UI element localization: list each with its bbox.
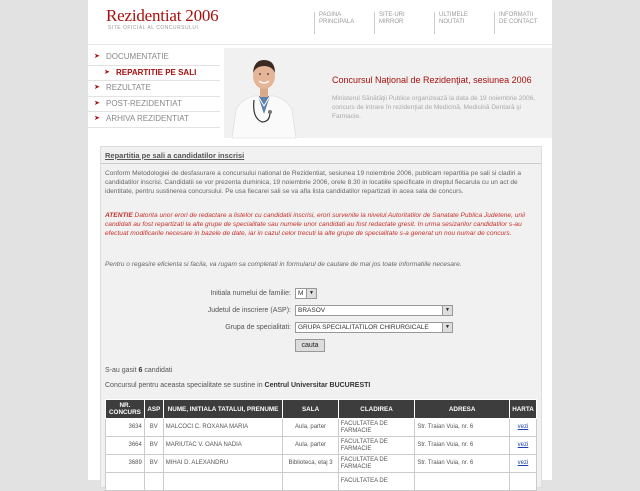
initial-label: Initiala numelui de familie:	[210, 290, 291, 297]
column-header-asp: ASP	[144, 400, 163, 419]
nav-label-line1: ULTIMELE	[439, 12, 468, 18]
exam-location-name: Centrul Universitar BUCURESTI	[264, 382, 371, 389]
cell-adresa	[415, 473, 510, 491]
cell-harta	[509, 419, 536, 437]
cell-cladirea: FACULTATEA DE	[338, 473, 415, 491]
cell-harta	[509, 437, 536, 455]
cell-adresa: Str. Traian Vuia, nr. 6	[415, 419, 510, 437]
banner	[224, 48, 552, 138]
search-button[interactable]: cauta	[295, 339, 325, 352]
cell-adresa: Str. Traian Vuia, nr. 6	[415, 437, 510, 455]
results-prefix: S-au gasit	[105, 367, 139, 374]
cell-nume	[163, 473, 283, 491]
chevron-down-icon: ▼	[442, 323, 452, 332]
grupa-select-value: GRUPA SPECIALITATILOR CHIRURGICALE	[298, 324, 429, 331]
instruction-paragraph: Pentru o regasire eficienta si facila, va rugam sa completati in formularul de cautare de mai jos toate informatiile necesare.	[105, 261, 462, 268]
cell-sala	[283, 473, 338, 491]
site-logo-subtitle: SITE OFICIAL AL CONCURSULUI	[108, 25, 199, 31]
arrow-right-icon: ➤	[94, 84, 100, 91]
cell-nr-concurs: 3664	[106, 437, 145, 455]
cell-cladirea: FACULTATEA DE FARMACIE	[338, 455, 415, 473]
intro-paragraph: Conform Metodologiei de desfasurare a concursului national de Rezidentiat, sesiunea 19 noiembrie 2006, publicam repartitia pe sali si cladiri a candidatilor inscrisi. Candidatii se vor prezenta duminica, 19 noiembrie 2006, orele 8.30 in locatiile specificate in dreptul fiecarula cu un act de identitate, pentru sustinerea concursului. Pe usa fiecarei sali se va afla lista candidatilor repartizati in acea sala de concurs.	[105, 170, 522, 195]
results-number: 6	[138, 367, 143, 374]
nav-label-line2: MIRROR	[379, 19, 404, 25]
cell-sala: Aula, parter	[283, 437, 338, 455]
cell-asp	[144, 473, 163, 491]
menu-item-label: REZULTATE	[106, 83, 151, 92]
judet-select[interactable]	[295, 305, 453, 316]
cell-asp: BV	[144, 455, 163, 473]
initial-select-value: M	[298, 290, 304, 297]
cell-nume: MALCOCI C. ROXANA MARIA	[163, 419, 283, 437]
column-header-sala: SALA	[283, 400, 338, 419]
cell-nr-concurs	[106, 473, 145, 491]
cell-sala: Aula, parter	[283, 419, 338, 437]
cell-asp: BV	[144, 437, 163, 455]
menu-item-label: POST-REZIDENTIAT	[106, 98, 182, 108]
results-table	[105, 399, 537, 491]
table-row	[106, 473, 537, 491]
table-row	[106, 455, 537, 473]
cell-cladirea: FACULTATEA DE FARMACIE	[338, 419, 415, 437]
arrow-right-icon: ➤	[94, 115, 100, 122]
initial-select[interactable]	[295, 288, 317, 299]
results-count	[105, 367, 172, 374]
cell-nume: MIHAI D. ALEXANDRU	[163, 455, 283, 473]
header	[88, 0, 552, 45]
judet-label: Judetul de inscriere (ASP):	[207, 307, 291, 314]
cell-harta	[509, 455, 536, 473]
warning-label: ATENTIE	[105, 212, 133, 219]
warning-text: Datorita unor erori de redactare a listelor cu candidatii inscrisi, erori survenite la nivelul Autoritatilor de Sanatate Publica Judetene, unii candidati au fost repartizati la alte grupe de specialitate sau numele unor candidati au fost redactate gresit. In urma sesizarilor candidatilor s-au efectuat modificarile necesare in bazele de date, iar in cazul celor trecuti la alte grupe de specialitate s-a generat un nou numar de concurs.	[105, 212, 526, 237]
cell-nume: MARIUTAC V. OANA NADIA	[163, 437, 283, 455]
map-link[interactable]: vezi	[517, 424, 529, 430]
table-header-row	[106, 400, 537, 419]
cell-nr-concurs: 3634	[106, 419, 145, 437]
nav-label-line2: DE CONTACT	[499, 19, 538, 25]
section-title: Repartitia pe sali a candidatilor inscrisi	[105, 151, 245, 160]
cell-cladirea: FACULTATEA DE FARMACIE	[338, 437, 415, 455]
table-row	[106, 419, 537, 437]
cell-nr-concurs: 3689	[106, 455, 145, 473]
results-suffix: candidati	[142, 367, 173, 374]
banner-text: Ministerul Sănătăţii Publice organizează la data de 19 noiembrie 2006, concurs de intrare în rezidenţiat de Medicină, Medicină Dentară şi Farmacie.	[332, 95, 536, 120]
grupa-select[interactable]	[295, 322, 453, 333]
cell-harta	[509, 473, 536, 491]
column-header-cladirea: CLADIREA	[338, 400, 415, 419]
menu-item-rezultate[interactable]	[88, 81, 220, 97]
warning-paragraph	[105, 211, 537, 238]
table-row	[106, 437, 537, 455]
chevron-down-icon: ▼	[306, 289, 316, 298]
menu-item-label: ARHIVA REZIDENTIAT	[106, 114, 189, 123]
nav-label-line2: NOUTATI	[439, 19, 465, 25]
arrow-right-icon: ➤	[104, 68, 110, 76]
judet-select-value: BRASOV	[298, 307, 326, 314]
arrow-right-icon: ➤	[94, 53, 100, 60]
nav-label-line2: PRINCIPALA	[319, 19, 355, 25]
nav-label-line1: SITE-URI	[379, 12, 405, 18]
nav-ultimele-noutati[interactable]	[434, 12, 499, 34]
chevron-down-icon: ▼	[442, 306, 452, 315]
exam-location-prefix: Concursul pentru aceasta specialitate se sustine in	[105, 382, 265, 389]
page	[88, 0, 552, 484]
menu-item-label: REPARTITIE PE SALI	[116, 67, 197, 77]
column-header-adresa: ADRESA	[415, 400, 510, 419]
left-menu	[88, 50, 220, 138]
section-divider	[101, 163, 541, 164]
nav-label-line1: PAGINA	[319, 12, 342, 18]
menu-item-post-rezidentiat[interactable]	[88, 97, 220, 113]
menu-item-documentatie[interactable]	[88, 50, 220, 66]
arrow-right-icon: ➤	[94, 99, 100, 107]
column-header-harta: HARTA	[509, 400, 536, 419]
cell-sala: Biblioteca, etaj 3	[283, 455, 338, 473]
column-header-nume: NUME, INITIALA TATALUI, PRENUME	[163, 400, 283, 419]
column-header-nr-concurs: NR. CONCURS	[106, 400, 145, 419]
cell-adresa: Str. Traian Vuia, nr. 6	[415, 455, 510, 473]
banner-title: Concursul Naţional de Rezidenţiat, sesiunea 2006	[332, 75, 532, 85]
grupa-label: Grupa de specialitati:	[225, 324, 291, 331]
nav-site-uri-mirror[interactable]	[374, 12, 439, 34]
menu-item-repartitie-pe-sali[interactable]	[88, 66, 220, 82]
exam-location	[105, 382, 370, 389]
nav-label-line1: INFORMATII	[499, 12, 534, 18]
doctor-photo	[224, 48, 304, 138]
map-link[interactable]: vezi	[517, 460, 529, 466]
menu-item-arhiva-rezidentiat[interactable]	[88, 112, 220, 128]
map-link[interactable]: vezi	[517, 442, 529, 448]
content-panel	[100, 146, 542, 488]
site-logo-title[interactable]: Rezidentiat 2006	[106, 6, 219, 25]
menu-item-label: DOCUMENTATIE	[106, 52, 169, 61]
nav-pagina-principala[interactable]	[314, 12, 379, 34]
cell-asp: BV	[144, 419, 163, 437]
nav-informatii-de-contact[interactable]	[494, 12, 559, 34]
